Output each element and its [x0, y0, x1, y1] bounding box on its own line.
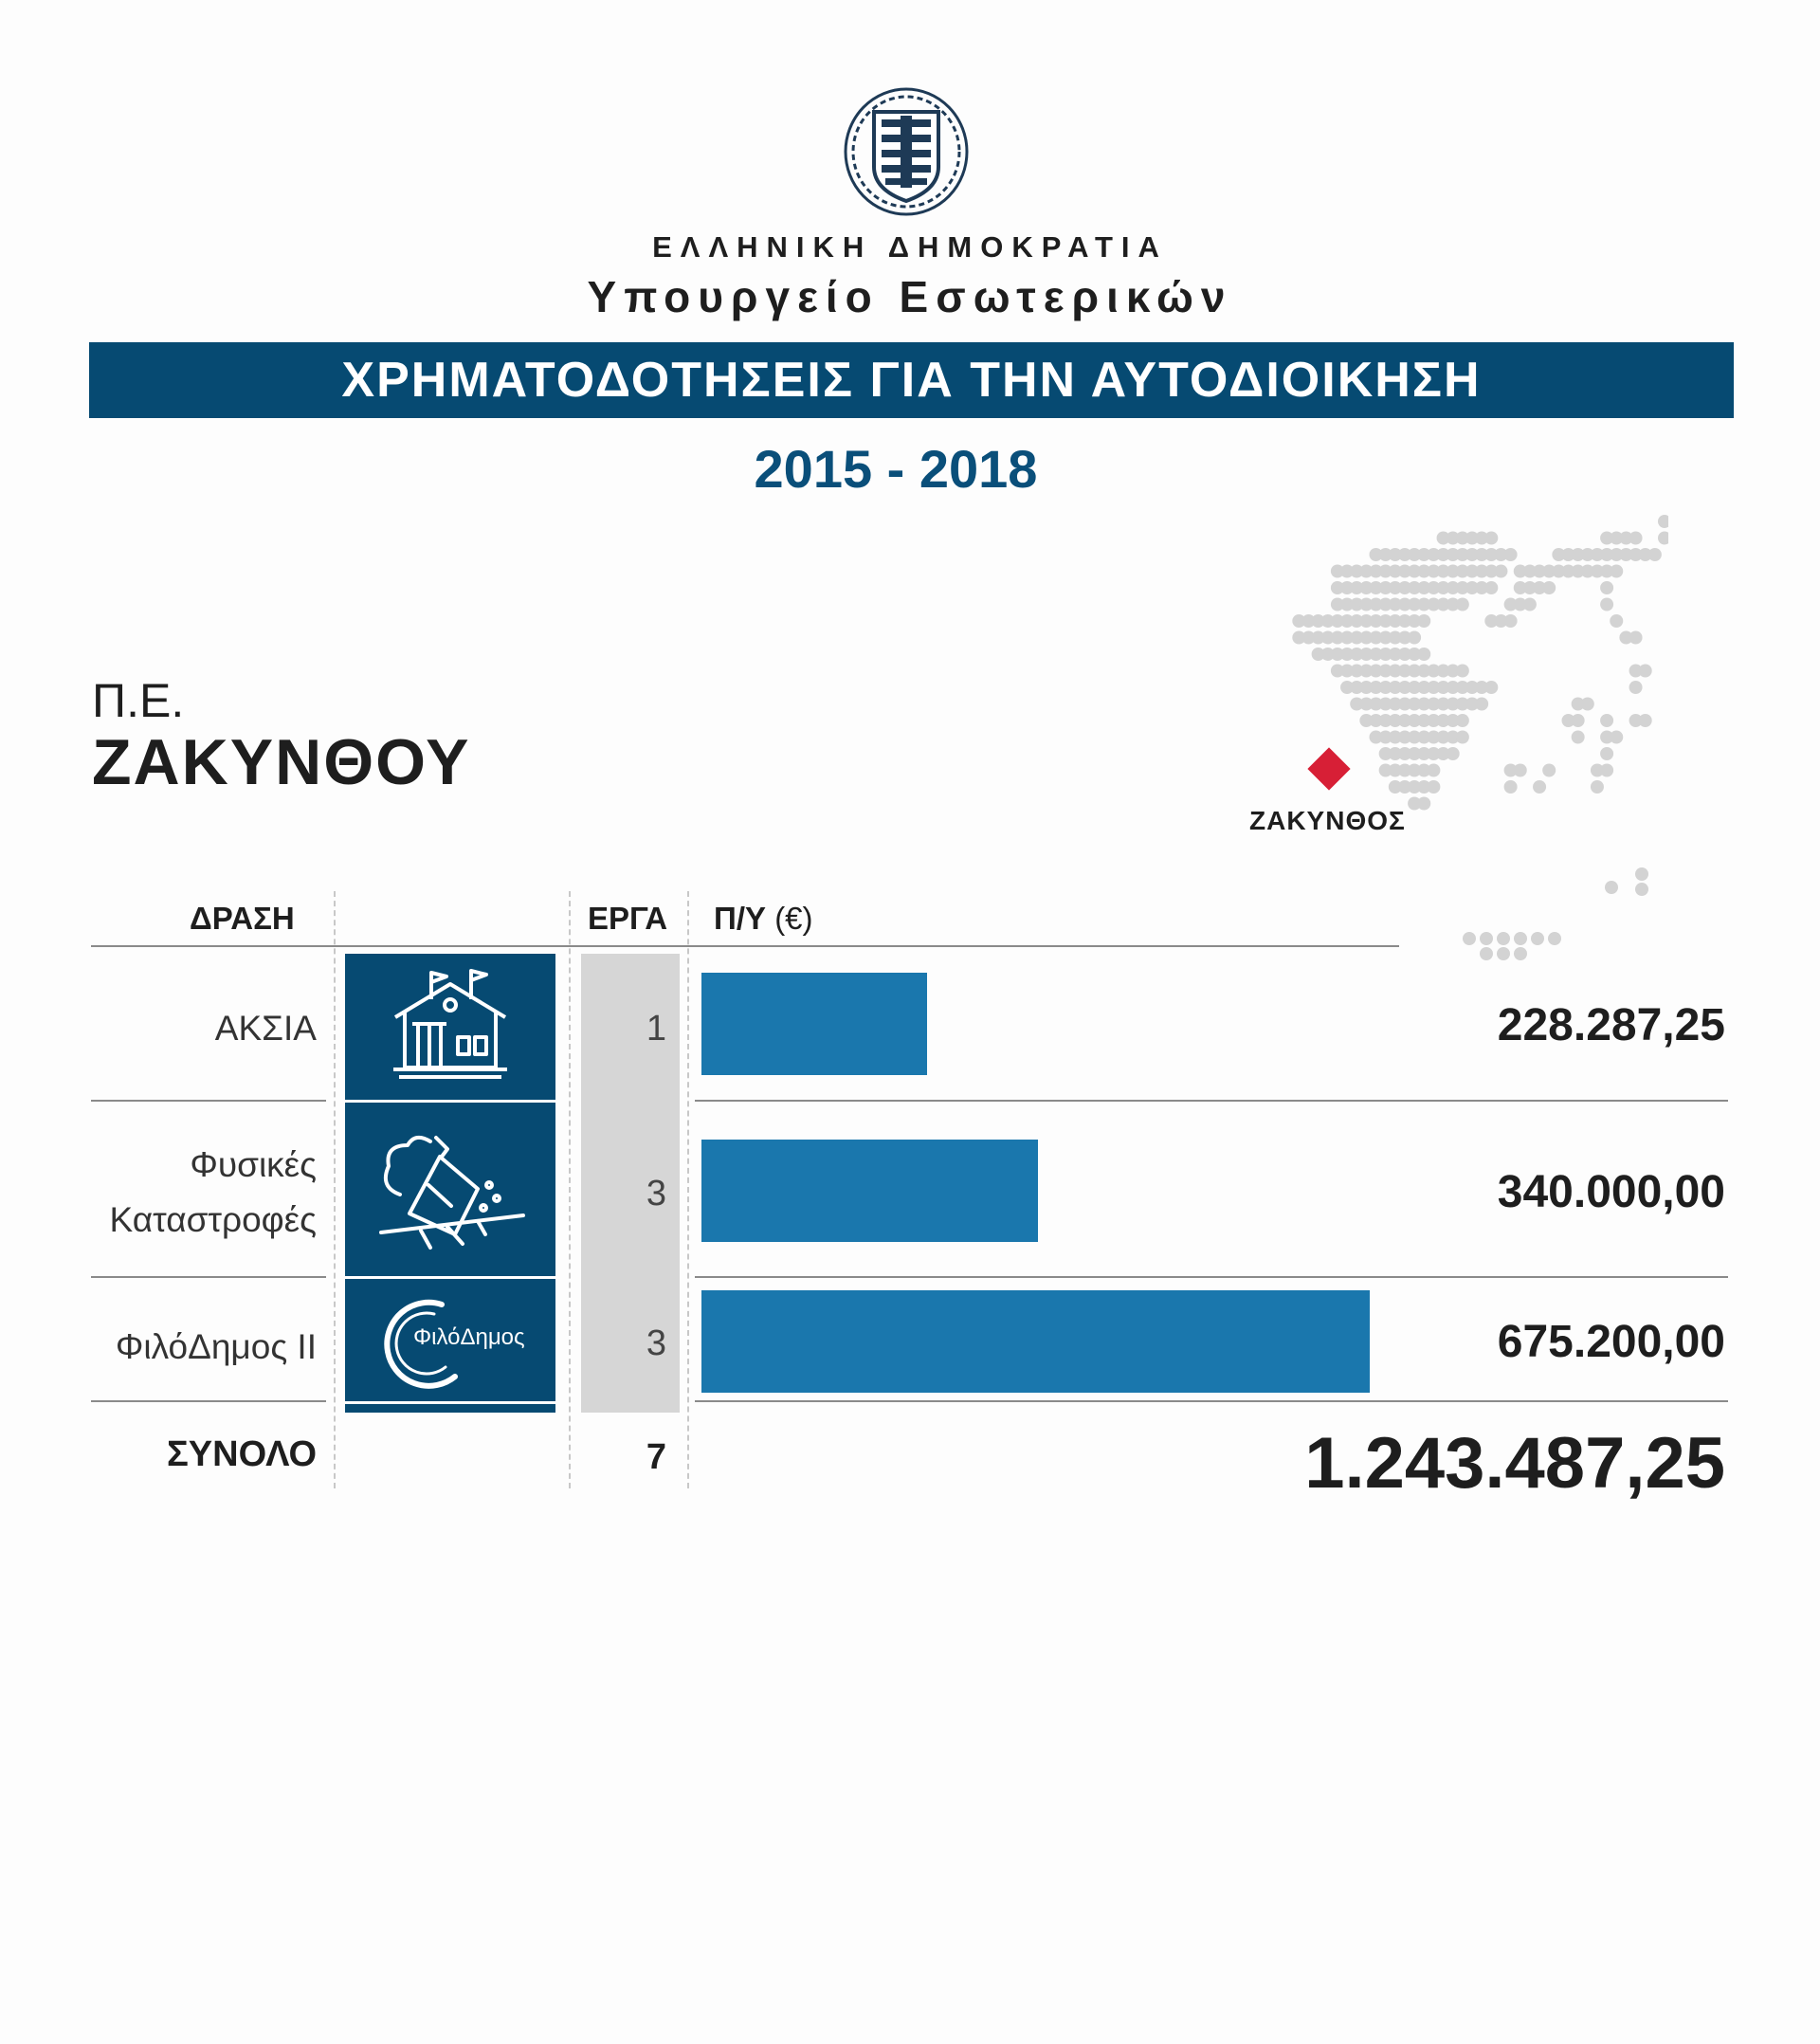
action-label-filodimos — [89, 1320, 317, 1375]
map-dot — [1514, 764, 1527, 777]
map-dot — [1514, 947, 1527, 960]
map-dot — [1504, 548, 1518, 561]
row-rule — [91, 1100, 326, 1102]
filodimos-logo-text: ΦιλόΔημος — [413, 1324, 525, 1350]
map-dot — [1504, 614, 1518, 628]
map-dot — [1408, 631, 1421, 645]
filodimos-logo-icon — [364, 1286, 544, 1392]
map-dot — [1484, 681, 1498, 694]
column-header-budget-label: Π/Υ — [714, 901, 767, 936]
map-dot — [1542, 581, 1556, 594]
column-separator — [687, 891, 689, 1488]
action-label-line: ΦιλόΔημος II — [115, 1327, 317, 1366]
action-label-line: Καταστροφές — [109, 1200, 317, 1239]
map-dot — [1629, 631, 1643, 645]
map-dot — [1417, 797, 1430, 811]
map-dot — [1610, 731, 1623, 744]
projects-count: 1 — [646, 1009, 666, 1049]
header-rule — [91, 945, 1399, 947]
map-dot — [1456, 598, 1469, 611]
budget-bar — [701, 1140, 1038, 1242]
action-label-aksia — [89, 1001, 317, 1056]
map-dot — [1497, 932, 1510, 945]
budget-bar — [701, 1290, 1370, 1393]
map-dot — [1484, 532, 1498, 545]
map-dot — [1639, 714, 1652, 727]
column-separator — [569, 891, 571, 1488]
map-dot — [1542, 764, 1556, 777]
total-label: ΣΥΝΟΛΟ — [166, 1434, 317, 1474]
map-dot — [1605, 881, 1618, 894]
action-label-natural-disasters — [89, 1138, 317, 1248]
total-amount: 1.243.487,25 — [1304, 1423, 1725, 1504]
total-projects-count: 7 — [646, 1437, 666, 1477]
map-dot — [1427, 764, 1440, 777]
map-dot — [1548, 932, 1561, 945]
map-dot — [1427, 780, 1440, 794]
map-dot — [1497, 947, 1510, 960]
map-dot — [1417, 648, 1430, 661]
map-dot — [1504, 780, 1518, 794]
map-dot — [1600, 714, 1613, 727]
map-dot — [1456, 714, 1469, 727]
map-dot — [1600, 764, 1613, 777]
action-label-line: ΑΚΣΙΑ — [214, 1009, 317, 1048]
icon-divider — [345, 1100, 555, 1103]
map-dot — [1531, 932, 1544, 945]
map-dot — [1635, 867, 1648, 881]
natural-disaster-icon — [372, 1128, 533, 1261]
map-dot — [1475, 698, 1488, 711]
map-dot — [1629, 681, 1643, 694]
map-dot — [1581, 698, 1594, 711]
icon-divider — [345, 1276, 555, 1279]
unit-prefix: Π.Ε. — [92, 674, 185, 727]
map-dot — [1600, 598, 1613, 611]
map-dot — [1480, 932, 1493, 945]
map-dot — [1591, 780, 1604, 794]
banner-title: ΧΡΗΜΑΤΟΔΟΤΗΣΕΙΣ ΓΙΑ ΤΗΝ ΑΥΤΟΔΙΟΙΚΗΣΗ — [341, 353, 1482, 408]
budget-bar — [701, 973, 927, 1075]
row-rule — [695, 1100, 1728, 1102]
map-dot — [1484, 581, 1498, 594]
map-dot — [1629, 532, 1643, 545]
map-dot — [1523, 598, 1537, 611]
action-label-line: Φυσικές — [190, 1145, 317, 1184]
map-dot — [1600, 747, 1613, 760]
map-dot — [1572, 714, 1585, 727]
row-rule — [695, 1276, 1728, 1278]
map-dot — [1417, 614, 1430, 628]
map-dot — [1494, 565, 1507, 578]
projects-count: 3 — [646, 1174, 666, 1214]
budget-amount: 675.200,00 — [1497, 1317, 1725, 1367]
row-rule — [91, 1276, 326, 1278]
row-rule — [91, 1400, 326, 1402]
map-dot — [1610, 565, 1623, 578]
map-dot — [1456, 665, 1469, 678]
map-dot — [1658, 515, 1668, 528]
map-dot — [1514, 932, 1527, 945]
republic-name: ΕΛΛΗΝΙΚΗ ΔΗΜΟΚΡΑΤΙΑ — [652, 230, 1168, 264]
map-dot — [1463, 932, 1476, 945]
greek-coat-of-arms-icon — [838, 83, 974, 220]
map-dot — [1447, 747, 1460, 760]
unit-name: ΖΑΚΥΝΘΟΥ — [92, 726, 471, 798]
icon-divider — [345, 1401, 555, 1404]
map-dot — [1480, 947, 1493, 960]
column-header-budget — [714, 901, 813, 937]
map-marker-label: ΖΑΚΥΝΘΟΣ — [1249, 806, 1406, 835]
map-dot — [1610, 614, 1623, 628]
column-header-budget-unit: (€) — [774, 901, 813, 936]
map-dot — [1600, 581, 1613, 594]
projects-count: 3 — [646, 1323, 666, 1363]
budget-amount: 228.287,25 — [1497, 1000, 1725, 1050]
map-dot — [1648, 548, 1662, 561]
column-header-action: ΔΡΑΣΗ — [190, 901, 295, 936]
map-dot — [1635, 883, 1648, 896]
ministry-name: Υπουργείο Εσωτερικών — [587, 272, 1233, 321]
town-hall-icon — [384, 965, 517, 1088]
column-separator — [334, 891, 336, 1488]
period-years: 2015 - 2018 — [754, 439, 1038, 499]
map-dot — [1639, 665, 1652, 678]
map-dot — [1456, 731, 1469, 744]
column-header-projects: ΕΡΓΑ — [588, 901, 668, 936]
row-rule — [695, 1400, 1728, 1402]
map-dot — [1658, 532, 1668, 545]
budget-amount: 340.000,00 — [1497, 1167, 1725, 1217]
map-dot — [1572, 731, 1585, 744]
map-dot — [1533, 780, 1546, 794]
